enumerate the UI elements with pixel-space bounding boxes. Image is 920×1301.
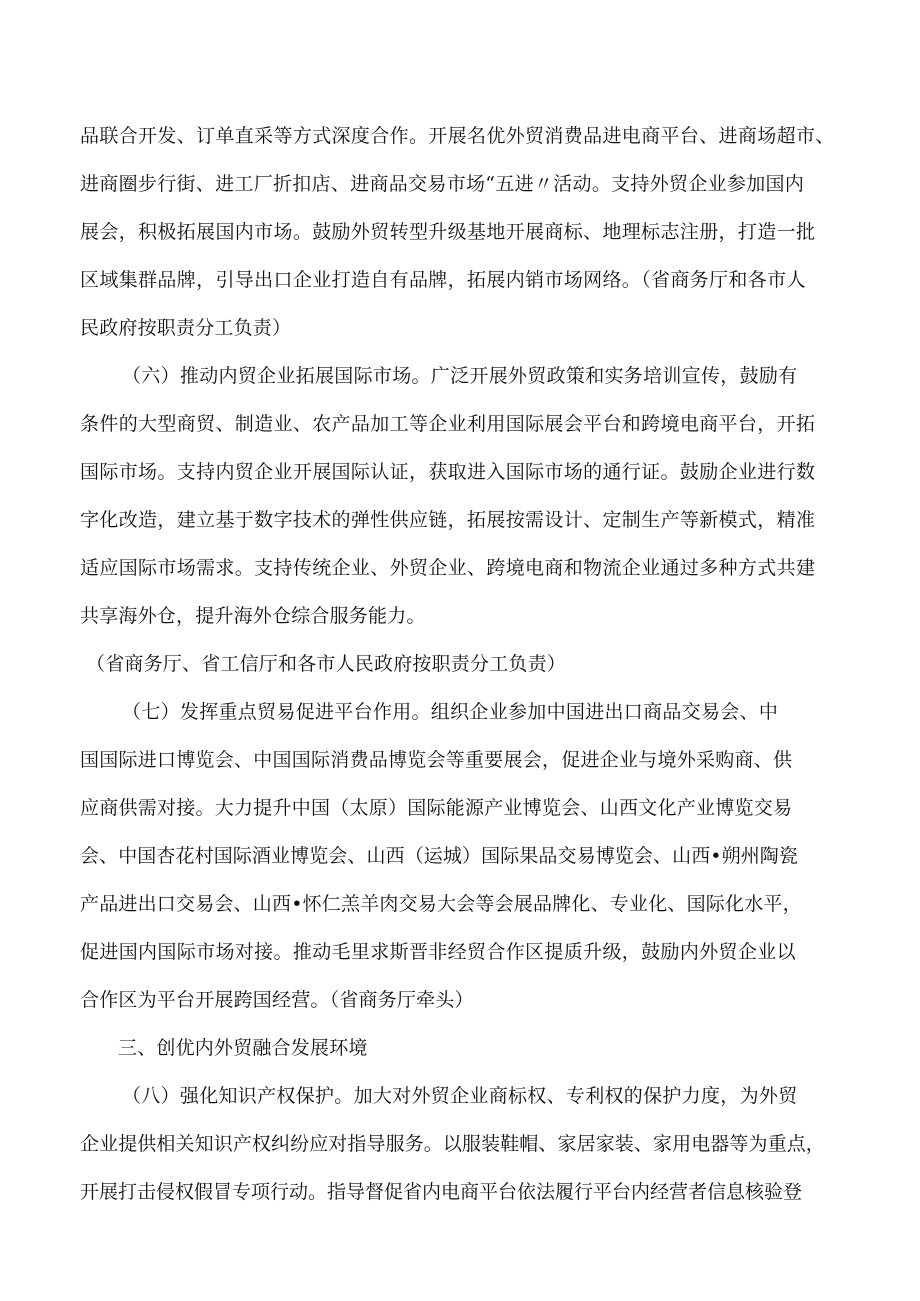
body-line: 产品进出口交易会、山西•怀仁羔羊肉交易大会等会展品牌化、专业化、国际化水平，	[80, 893, 802, 915]
body-line: 开展打击侵权假冒专项行动。指导督促省内电商平台依法履行平台内经营者信息核验登	[80, 1181, 803, 1203]
body-line: 促进国内国际市场对接。推动毛里求斯晋非经贸合作区提质升级，鼓励内外贸企业以	[80, 941, 796, 963]
body-line: 国际市场。支持内贸企业开展国际认证，获取进入国际市场的通行证。鼓励企业进行数	[80, 461, 816, 483]
body-line: 区域集群品牌，引导出口企业打造自有品牌，拓展内销市场网络。（省商务厅和各市人	[80, 269, 806, 291]
body-line: 进商圈步行街、进工厂折扣店、进商品交易市场“五进〃活动。支持外贸企业参加国内	[80, 173, 805, 195]
section-eight-heading-line: （八）强化知识产权保护。加大对外贸企业商标权、专利权的保护力度，为外贸	[122, 1085, 798, 1107]
body-line: 合作区为平台开展跨国经营。（省商务厅牵头）	[80, 989, 474, 1011]
body-line: 字化改造，建立基于数字技术的弹性供应链，拓展按需设计、定制生产等新模式，精准	[80, 509, 816, 531]
body-line: 品联合开发、订单直采等方式深度合作。开展名优外贸消费品进电商平台、进商场超市、	[80, 125, 835, 147]
section-three-heading: 三、创优内外贸融合发展环境	[118, 1037, 368, 1059]
section-six-heading-line: （六）推动内贸企业拓展国际市场。广泛开展外贸政策和实务培训宣传，鼓励有	[122, 365, 798, 387]
body-line: 展会，积极拓展国内市场。鼓励外贸转型升级基地开展商标、地理标志注册，打造一批	[80, 221, 816, 243]
body-line: 应商供需对接。大力提升中国（太原）国际能源产业博览会、山西文化产业博览交易	[80, 797, 793, 819]
section-seven-heading-line: （七）发挥重点贸易促进平台作用。组织企业参加中国进出口商品交易会、中	[122, 701, 779, 723]
body-line: 民政府按职责分工负责）	[80, 317, 292, 339]
body-line: 会、中国杏花村国际酒业博览会、山西（运城）国际果品交易博览会、山西•朔州陶瓷	[80, 845, 799, 867]
body-line: （省商务厅、省工信厅和各市人民政府按职责分工负责）	[86, 653, 567, 675]
body-line: 企业提供相关知识产权纠纷应对指导服务。以服装鞋帽、家居家装、家用电器等为重点，	[80, 1133, 825, 1155]
body-line: 国国际进口博览会、中国国际消费品博览会等重要展会，促进企业与境外采购商、供	[80, 749, 793, 771]
body-line: 共享海外仓，提升海外仓综合服务能力。	[80, 605, 426, 627]
body-line: 适应国际市场需求。支持传统企业、外贸企业、跨境电商和物流企业通过多种方式共建	[80, 557, 816, 579]
body-line: 条件的大型商贸、制造业、农产品加工等企业利用国际展会平台和跨境电商平台，开拓	[80, 413, 816, 435]
